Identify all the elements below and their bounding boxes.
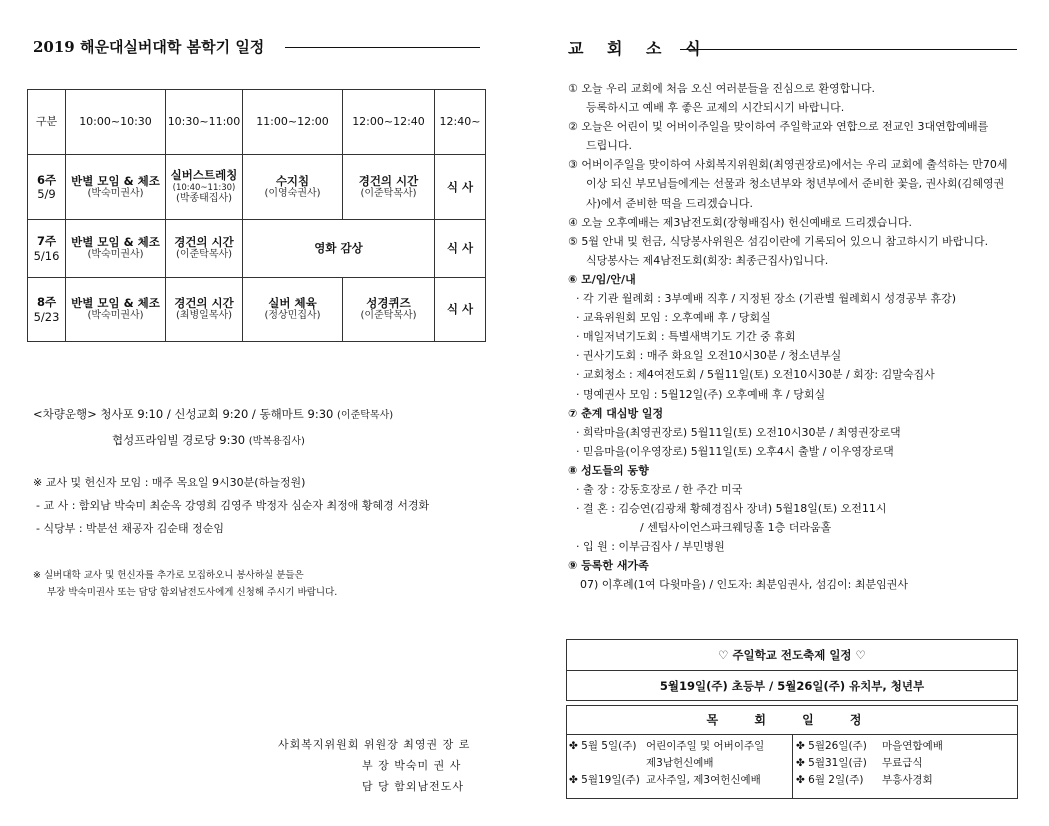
news-line: 사)에서 준비한 떡을 드리겠습니다.	[586, 196, 754, 210]
news-line: 드립니다.	[586, 139, 633, 153]
header-cell: 10:30~11:00	[166, 90, 243, 155]
list-item: ✤ 5월 5일(주) 어린이주일 및 어버이주일	[569, 740, 765, 752]
news-line: ① 오늘 우리 교회에 처음 오신 여러분들을 진심으로 환영합니다.	[568, 82, 875, 95]
activity-cell: 반별 모임 & 체조 (박숙미권사)	[66, 220, 166, 278]
signature-manager: 담 당 함외남전도사	[362, 780, 465, 793]
header-cell: 12:40~	[435, 90, 486, 155]
sunday-school-content: 5월19일(주) 초등부 / 5월26일(주) 유치부, 청년부	[659, 679, 925, 693]
table-row	[28, 220, 486, 278]
activity-cell: 실버 체육 (정상민집사)	[243, 278, 343, 342]
meal-cell: 식 사	[435, 278, 486, 342]
header-cell: 10:00~10:30	[66, 90, 166, 155]
news-line: · 권사기도회 : 매주 화요일 오전10시30분 / 청소년부실	[576, 349, 842, 363]
staff-teachers: - 교 사 : 함외남 박숙미 최순옥 강영희 김영주 박정자 심순자 최정애 황혜경 서경화	[36, 499, 430, 512]
vehicle-line-1: <차량운행> 청사포 9:10 / 신성교회 9:20 / 동해마트 9:30 (이준탁목사)	[33, 407, 394, 421]
title-rule	[285, 47, 480, 48]
church-news-title: 교 회 소 식	[568, 39, 710, 58]
news-line: / 센텀사이언스파크웨딩홀 1층 더라움홀	[640, 521, 832, 535]
table-header-row	[28, 90, 486, 155]
activity-cell: 실버스트레칭 (10:40~11:30) (박종태집사)	[166, 155, 243, 220]
news-line: · 출 장 : 강동호장로 / 한 주간 미국	[576, 482, 743, 496]
news-line: · 희락마을(최영권장로) 5월11일(토) 오전10시30분 / 최영권장로댁	[576, 425, 901, 439]
meal-cell: 식 사	[435, 220, 486, 278]
signature-chair: 사회복지위원회 위원장 최영권 장 로	[278, 738, 471, 751]
news-line: ⑥ 모/임/안/내	[568, 272, 636, 286]
list-item: ✤ 5월26일(주) 마을연합예배	[796, 740, 943, 752]
news-line: · 명예권사 모임 : 5월12일(주) 오후예배 후 / 당회실	[576, 387, 826, 401]
news-line: ④ 오늘 오후예배는 제3남전도회(장형배집사) 헌신예배로 드리겠습니다.	[568, 215, 912, 229]
movie-cell: 영화 감상	[243, 220, 435, 278]
news-line: 이상 되신 부모님들에게는 선물과 청소년부와 청년부에서 준비한 꽃을, 권사회(김혜영권	[586, 177, 1005, 191]
news-line: ⑤ 5월 안내 및 헌금, 식당봉사위원은 섬김이란에 기록되어 있으니 참고하시기 바랍니다.	[568, 234, 989, 248]
list-item: ✤ 5월19일(주) 교사주일, 제3여헌신예배	[569, 774, 761, 786]
vehicle-line-2: 협성프라임빌 경로당 9:30 (박복용집사)	[112, 433, 305, 447]
sunday-school-box	[566, 639, 1018, 701]
divider	[567, 670, 1017, 671]
activity-cell: 반별 모임 & 체조 (박숙미권사)	[66, 155, 166, 220]
pastoral-right-column	[796, 738, 943, 789]
table-row	[28, 155, 486, 220]
news-line: ⑦ 춘계 대심방 일정	[568, 406, 664, 420]
schedule-title: 2019 해운대실버대학 봄학기 일정	[33, 38, 265, 56]
activity-cell: 경건의 시간 (이준탁목사)	[343, 155, 435, 220]
news-line: ② 오늘은 어린이 및 어버이주일을 맞이하여 주일학교와 연합으로 전교인 3대연합예배를	[568, 120, 989, 134]
schedule-table	[27, 89, 486, 342]
news-line: · 결 혼 : 김승연(김광채 황혜경집사 장녀) 5월18일(토) 오전11시	[576, 502, 887, 516]
activity-cell: 수지침 (이영숙권사)	[243, 155, 343, 220]
activity-cell: 반별 모임 & 체조 (박숙미권사)	[66, 278, 166, 342]
header-cell: 구분	[28, 90, 66, 155]
week-cell: 6주 5/9	[28, 155, 66, 220]
week-cell: 8주 5/23	[28, 278, 66, 342]
header-cell: 12:00~12:40	[343, 90, 435, 155]
meal-cell: 식 사	[435, 155, 486, 220]
table-row	[28, 278, 486, 342]
activity-cell: 경건의 시간 (이준탁목사)	[166, 220, 243, 278]
pastoral-schedule-title: 목 회 일 정	[706, 713, 878, 727]
list-item: ✤ 5월31일(금) 무료급식	[796, 757, 923, 769]
news-line: · 각 기관 월례회 : 3부예배 직후 / 지정된 장소 (기관별 월례회시 성경공부 휴강)	[576, 292, 957, 306]
list-item: 제3남헌신예배	[646, 757, 714, 769]
title-rule	[680, 49, 1017, 50]
staff-meeting: ※ 교사 및 헌신자 모임 : 매주 목요일 9시30분(하늘정원)	[33, 476, 306, 489]
news-line: 07) 이후례(1여 다윗마을) / 인도자: 최분임권사, 섬김이: 최분임권사	[580, 578, 908, 592]
news-line: ⑧ 성도들의 동향	[568, 463, 649, 477]
sunday-school-title: ♡ 주일학교 전도축제 일정 ♡	[718, 648, 866, 662]
pastoral-schedule-box	[566, 705, 1018, 799]
header-cell: 11:00~12:00	[243, 90, 343, 155]
recruit-note: ※ 실버대학 교사 및 헌신자를 추가로 모집하오니 봉사하실 분들은	[33, 570, 304, 581]
divider	[792, 734, 793, 798]
staff-kitchen: - 식당부 : 박분선 채공자 김순태 정순임	[36, 522, 225, 535]
news-line: 등록하시고 예배 후 좋은 교제의 시간되시기 바랍니다.	[586, 101, 845, 115]
news-line: ⑨ 등록한 새가족	[568, 559, 649, 573]
news-line: · 매일저녁기도회 : 특별새벽기도 기간 중 휴회	[576, 330, 796, 344]
news-line: · 교회청소 : 제4여전도회 / 5월11일(토) 오전10시30분 / 회장: 김말숙집사	[576, 368, 935, 382]
news-line: · 교육위원회 모임 : 오후예배 후 / 당회실	[576, 311, 771, 325]
list-item: ✤ 6월 2일(주) 부흥사경회	[796, 774, 933, 786]
news-line: 식당봉사는 제4남전도회(회장: 최종근집사)입니다.	[586, 253, 829, 267]
activity-cell: 성경퀴즈 (이준탁목사)	[343, 278, 435, 342]
pastoral-left-column	[569, 738, 764, 789]
activity-cell: 경건의 시간 (최병일목사)	[166, 278, 243, 342]
news-line: · 믿음마을(이우영장로) 5월11일(토) 오후4시 출발 / 이우영장로댁	[576, 444, 894, 458]
recruit-note-2: 부장 박숙미권사 또는 담당 함외남전도사에게 신청해 주시기 바랍니다.	[47, 587, 338, 598]
news-line: · 입 원 : 이부금집사 / 부민병원	[576, 540, 725, 554]
signature-head: 부 장 박숙미 권 사	[362, 759, 462, 772]
news-list	[568, 79, 1028, 595]
week-cell: 7주 5/16	[28, 220, 66, 278]
news-line: ③ 어버이주일을 맞이하여 사회복지위원회(최영권장로)에서는 우리 교회에 출석하는 만70세	[568, 158, 1008, 172]
